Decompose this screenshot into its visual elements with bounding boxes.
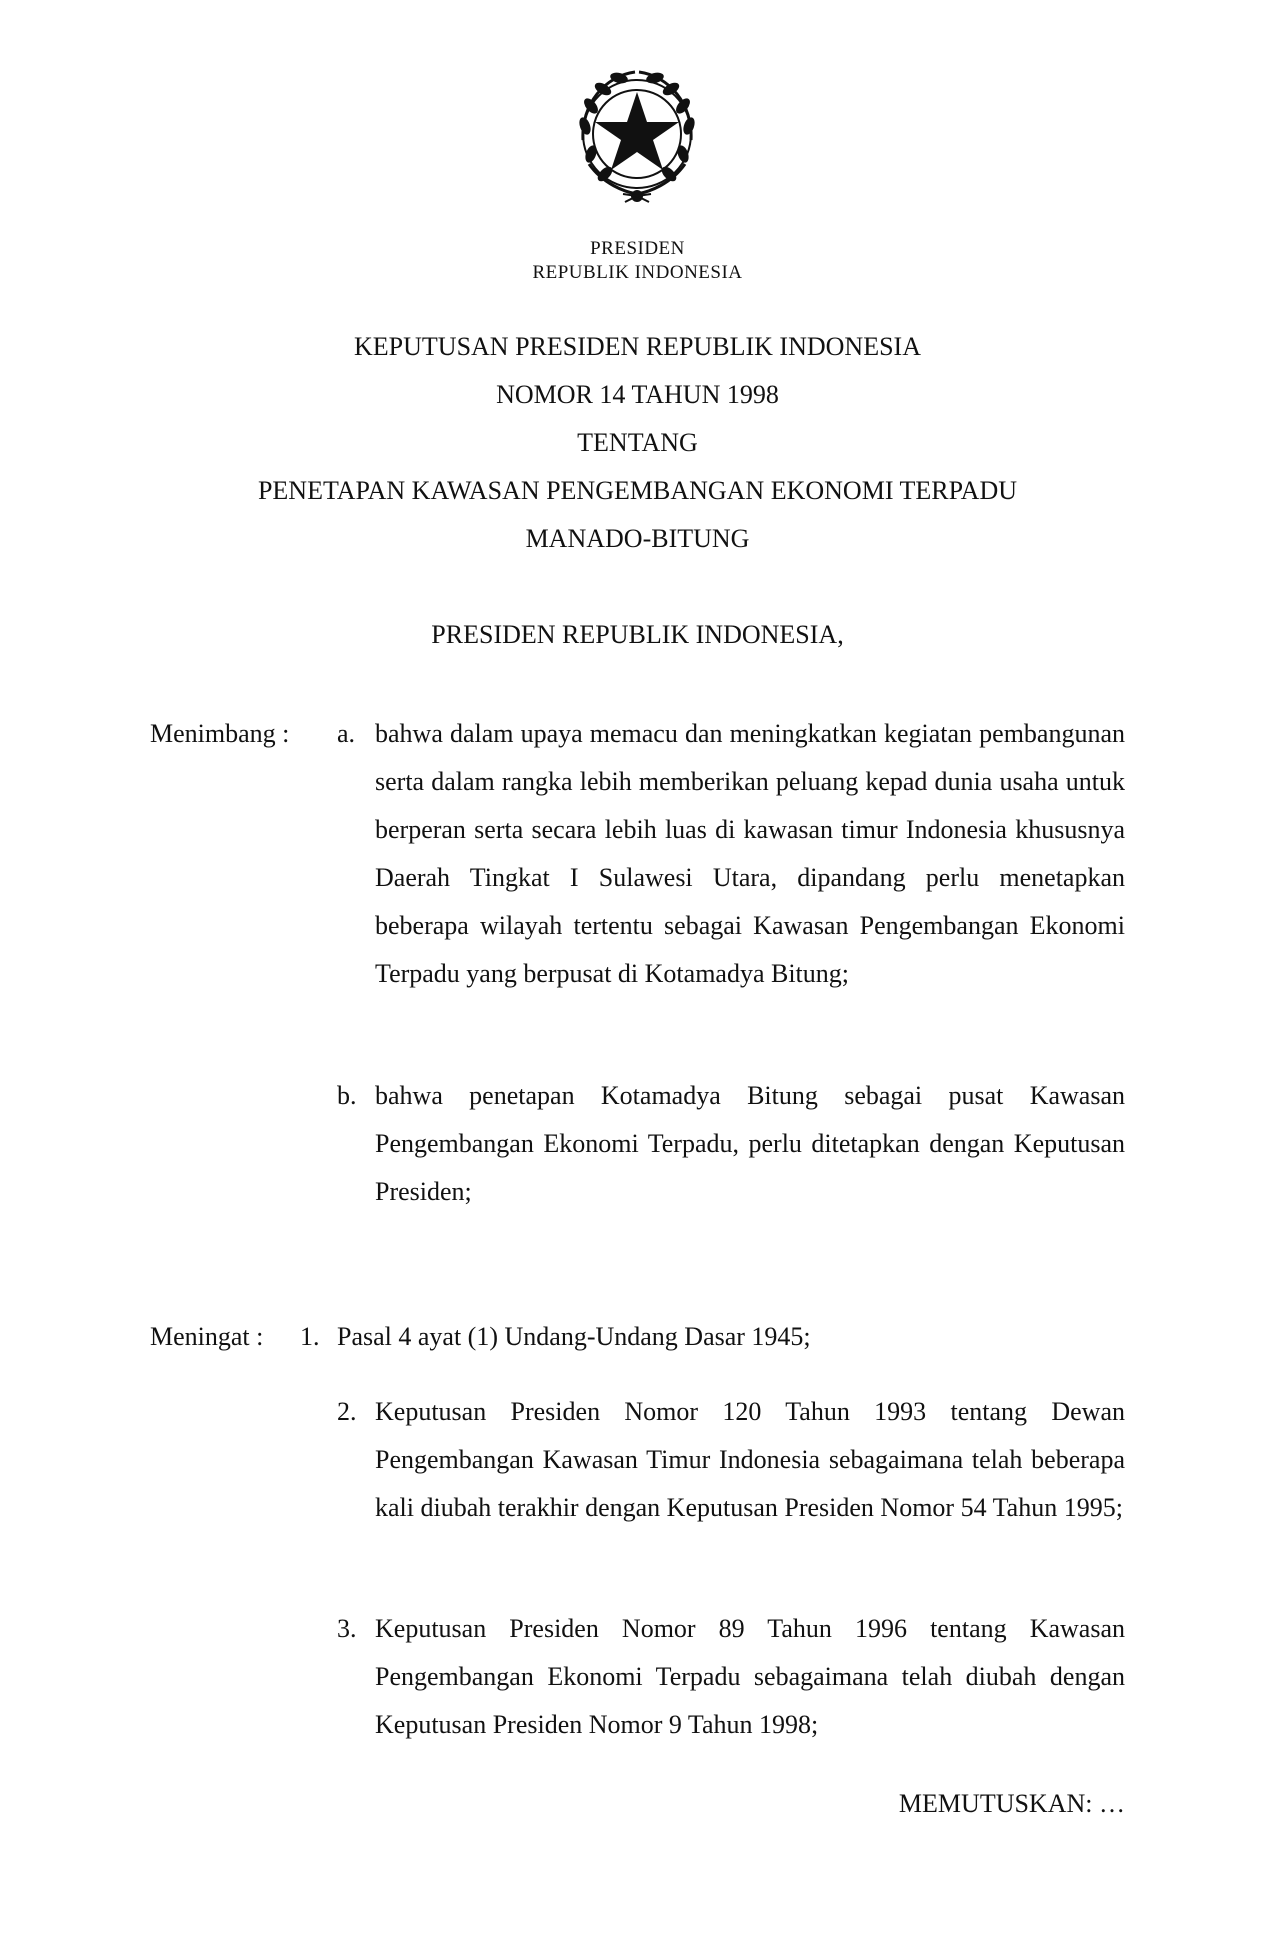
decree-title [0, 323, 1275, 563]
mengingat-item-marker: 1. [300, 1322, 320, 1351]
memutuskan-continuation: MEMUTUSKAN: … [898, 1789, 1125, 1818]
title-location: MANADO-BITUNG [525, 524, 750, 553]
mengingat-label: Meningat : [150, 1322, 264, 1351]
menimbang-item-a: bahwa dalam upaya memacu dan meningkatkan kegiatan pembangunan serta dalam rangka lebih memberikan peluang kepad dunia usaha untuk berperan serta secara lebih luas di kawasan timur Indonesia khususnya Daerah Tingkat I Sulawesi Utara, dipandang perlu menetapkan beberapa wilayah tertentu sebagai Kawasan Pengembangan Ekonomi Terpadu yang berpusat di Kotamadya Bitung; [375, 719, 1125, 988]
title-subject: PENETAPAN KAWASAN PENGEMBANGAN EKONOMI TERPADU [257, 476, 1018, 505]
mengingat-item-1: Pasal 4 ayat (1) Undang-Undang Dasar 1945; [337, 1322, 811, 1351]
president-heading: PRESIDEN REPUBLIK INDONESIA, [431, 620, 844, 649]
menimbang-label: Menimbang : [150, 719, 290, 748]
menimbang-item-marker: b. [337, 1081, 357, 1110]
presidential-seal-emblem [555, 54, 719, 218]
mengingat-item-marker: 2. [337, 1397, 357, 1426]
mengingat-item-3: Keputusan Presiden Nomor 89 Tahun 1996 tentang Kawasan Pengembangan Ekonomi Terpadu sebagaimana telah diubah dengan Keputusan Presiden Nomor 9 Tahun 1998; [375, 1614, 1125, 1739]
mengingat-item-2: Keputusan Presiden Nomor 120 Tahun 1993 tentang Dewan Pengembangan Kawasan Timur Indonesia sebagaimana telah beberapa kali diubah terakhir dengan Keputusan Presiden Nomor 54 Tahun 1995; [375, 1397, 1125, 1522]
mengingat-item-marker: 3. [337, 1614, 357, 1643]
title-line: KEPUTUSAN PRESIDEN REPUBLIK INDONESIA [354, 332, 921, 361]
title-tentang: TENTANG [577, 428, 698, 457]
menimbang-item-b: bahwa penetapan Kotamadya Bitung sebagai pusat Kawasan Pengembangan Ekonomi Terpadu, perlu ditetapkan dengan Keputusan Presiden; [375, 1081, 1125, 1206]
menimbang-item-marker: a. [337, 719, 356, 748]
issuer-republic: REPUBLIK INDONESIA [532, 262, 743, 283]
title-number: NOMOR 14 TAHUN 1998 [496, 380, 779, 409]
issuer-president: PRESIDEN [590, 238, 685, 259]
